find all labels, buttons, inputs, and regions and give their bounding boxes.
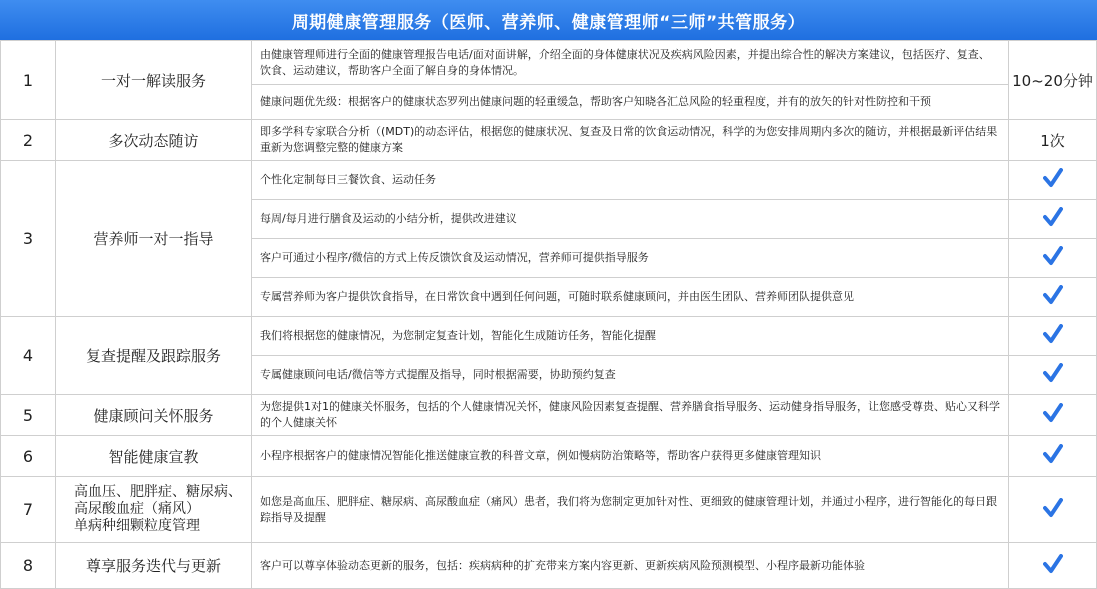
- service-name: [56, 477, 252, 543]
- table-row: [1, 477, 1097, 543]
- included-cell: [1009, 436, 1097, 477]
- row-number: 3: [1, 161, 56, 317]
- checkmark-icon: [1043, 363, 1063, 383]
- row-number: 5: [1, 395, 56, 436]
- included-cell: [1009, 278, 1097, 317]
- row-number: 6: [1, 436, 56, 477]
- service-name: 尊享服务迭代与更新: [56, 543, 252, 589]
- checkmark-icon: [1043, 168, 1063, 188]
- service-description: 每周/每月进行膳食及运动的小结分析，提供改进建议: [252, 200, 1009, 239]
- service-description: 我们将根据您的健康情况，为您制定复查计划，智能化生成随访任务，智能化提醒: [252, 317, 1009, 356]
- service-description: 为您提供1对1的健康关怀服务，包括的个人健康情况关怀，健康风险因素复查提醒、营养膳食指导服务、运动健身指导服务，让您感受尊贵、贴心又科学的个人健康关怀: [252, 395, 1009, 436]
- table-row: [1, 317, 1097, 356]
- checkmark-icon: [1043, 403, 1063, 423]
- service-description: 客户可以尊享体验动态更新的服务，包括：疾病病种的扩充带来方案内容更新、更新疾病风险预测模型、小程序最新功能体验: [252, 543, 1009, 589]
- checkmark-icon: [1043, 285, 1063, 305]
- service-description: 个性化定制每日三餐饮食、运动任务: [252, 161, 1009, 200]
- service-name: 多次动态随访: [56, 120, 252, 161]
- service-name-line: 高尿酸血症（痛风）: [74, 501, 200, 517]
- service-duration: 10~20分钟: [1009, 41, 1097, 120]
- service-description: 由健康管理师进行全面的健康管理报告电话/面对面讲解，介绍全面的身体健康状况及疾病风险因素，并提出综合性的解决方案建议，包括医疗、复查、饮食、运动建议，帮助客户全面了解自身的身体情况。: [252, 41, 1009, 85]
- service-count: 1次: [1009, 120, 1097, 161]
- service-description: 专属健康顾问电话/微信等方式提醒及指导，同时根据需要，协助预约复查: [252, 356, 1009, 395]
- table-row: [1, 543, 1097, 589]
- checkmark-icon: [1043, 554, 1063, 574]
- included-cell: [1009, 395, 1097, 436]
- included-cell: [1009, 477, 1097, 543]
- checkmark-icon: [1043, 207, 1063, 227]
- service-table: [0, 40, 1097, 589]
- service-name: 营养师一对一指导: [56, 161, 252, 317]
- service-name: 健康顾问关怀服务: [56, 395, 252, 436]
- table-row: [1, 161, 1097, 200]
- table-row: [1, 41, 1097, 85]
- checkmark-icon: [1043, 444, 1063, 464]
- service-name: 一对一解读服务: [56, 41, 252, 120]
- page-title: 周期健康管理服务（医师、营养师、健康管理师“三师”共管服务）: [0, 0, 1097, 40]
- service-description: 即多学科专家联合分析（(MDT)的动态评估，根据您的健康状况、复查及日常的饮食运动情况，科学的为您安排周期内多次的随访，并根据最新评估结果重新为您调整完整的健康方案: [252, 120, 1009, 161]
- checkmark-icon: [1043, 498, 1063, 518]
- included-cell: [1009, 239, 1097, 278]
- service-name: 智能健康宣教: [56, 436, 252, 477]
- service-description: 客户可通过小程序/微信的方式上传反馈饮食及运动情况，营养师可提供指导服务: [252, 239, 1009, 278]
- checkmark-icon: [1043, 246, 1063, 266]
- included-cell: [1009, 200, 1097, 239]
- row-number: 7: [1, 477, 56, 543]
- included-cell: [1009, 356, 1097, 395]
- service-description: 健康问题优先级：根据客户的健康状态罗列出健康问题的轻重缓急，帮助客户知晓各汇总风险的轻重程度，并有的放矢的针对性防控和干预: [252, 85, 1009, 120]
- table-row: [1, 395, 1097, 436]
- service-name-line: 高血压、肥胖症、糖尿病、: [74, 484, 242, 500]
- table-row: [1, 436, 1097, 477]
- row-number: 4: [1, 317, 56, 395]
- service-description: 小程序根据客户的健康情况智能化推送健康宣教的科普文章，例如慢病防治策略等，帮助客户获得更多健康管理知识: [252, 436, 1009, 477]
- row-number: 1: [1, 41, 56, 120]
- checkmark-icon: [1043, 324, 1063, 344]
- included-cell: [1009, 543, 1097, 589]
- table-row: [1, 120, 1097, 161]
- service-description: 专属营养师为客户提供饮食指导，在日常饮食中遇到任何问题，可随时联系健康顾问，并由医生团队、营养师团队提供意见: [252, 278, 1009, 317]
- row-number: 2: [1, 120, 56, 161]
- service-name-line: 单病种细颗粒度管理: [74, 518, 200, 534]
- service-name: 复查提醒及跟踪服务: [56, 317, 252, 395]
- row-number: 8: [1, 543, 56, 589]
- included-cell: [1009, 161, 1097, 200]
- included-cell: [1009, 317, 1097, 356]
- service-description: 如您是高血压、肥胖症、糖尿病、高尿酸血症（痛风）患者，我们将为您制定更加针对性、更细致的健康管理计划，并通过小程序，进行智能化的每日跟踪指导及提醒: [252, 477, 1009, 543]
